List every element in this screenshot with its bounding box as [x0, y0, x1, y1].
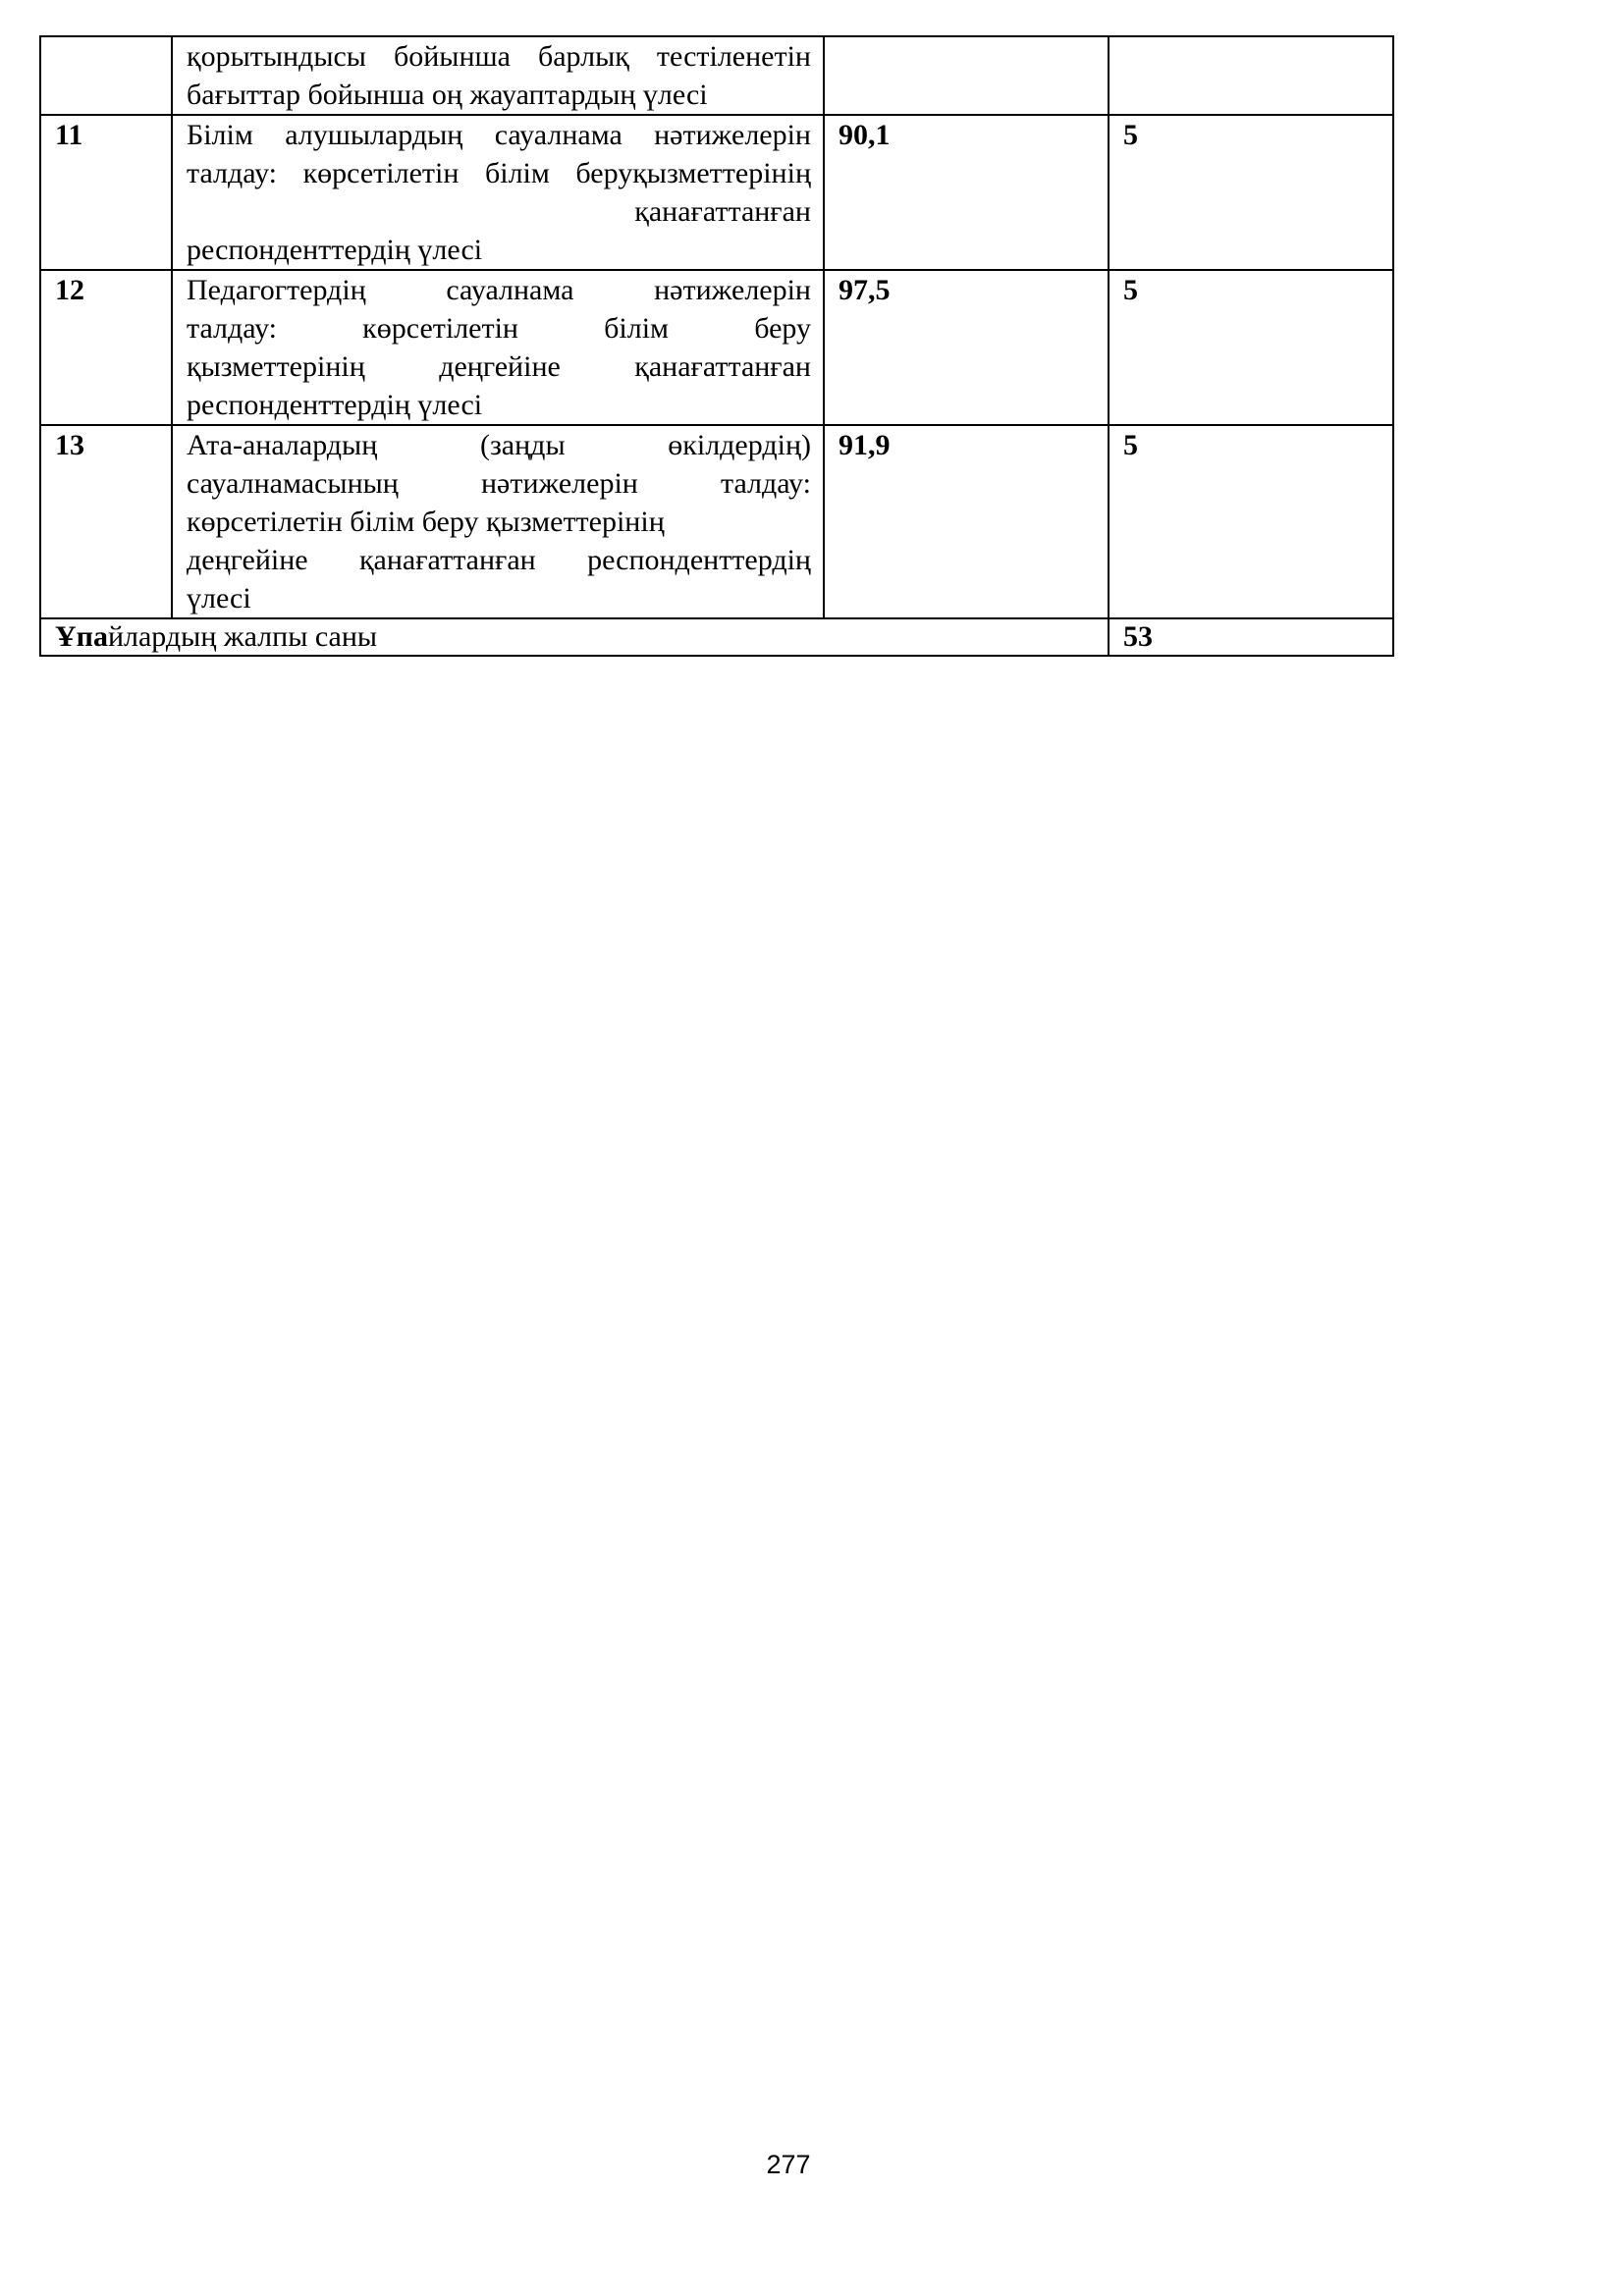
- description-line: деңгейіне қанағаттанған респонденттердің: [187, 544, 811, 576]
- description-line: қорытындысы бойынша барлық тестіленетін: [187, 40, 811, 73]
- row-number-cell: 11: [40, 115, 172, 270]
- description-line: қанағаттанған: [634, 195, 811, 228]
- total-label-bold: Ұпа: [55, 620, 108, 653]
- table-row-11: [40, 115, 1393, 270]
- description-line: үлесі: [187, 582, 251, 614]
- scores-table: [39, 35, 1394, 657]
- page-number: 277: [766, 2150, 811, 2179]
- total-value-cell: 53: [1109, 618, 1393, 656]
- description-line: көрсетілетін білім беру қызметтерінің: [187, 506, 665, 538]
- table-row-continuation: [40, 36, 1393, 115]
- description-line: Педагогтердің сауалнама нәтижелерін: [187, 274, 811, 306]
- row-value-cell: [824, 36, 1109, 115]
- row-number-cell: 13: [40, 425, 172, 618]
- total-label-cell: [40, 618, 1109, 656]
- description-line: Білім алушылардың сауалнама нәтижелерін: [187, 119, 811, 151]
- row-score-cell: 5: [1109, 270, 1393, 425]
- description-line: талдау: көрсетілетін білім беру: [187, 312, 811, 345]
- table-row-13: [40, 425, 1393, 618]
- row-value-cell: 91,9: [824, 425, 1109, 618]
- description-line: респонденттердің үлесі: [187, 234, 483, 266]
- row-value-cell: 97,5: [824, 270, 1109, 425]
- description-line: талдау: көрсетілетін білім беруқызметтерінің: [187, 157, 811, 189]
- description-line: бағыттар бойынша оң жауаптардың үлесі: [187, 79, 708, 111]
- table-row-total: [40, 618, 1393, 656]
- description-line: сауалнамасының нәтижелерін талдау:: [187, 467, 811, 500]
- row-score-cell: 5: [1109, 425, 1393, 618]
- row-description-cell: [172, 36, 824, 115]
- row-score-cell: [1109, 36, 1393, 115]
- row-description-cell: [172, 425, 824, 618]
- row-description-cell: [172, 270, 824, 425]
- row-description-cell: [172, 115, 824, 270]
- row-value-cell: 90,1: [824, 115, 1109, 270]
- description-line: қызметтерінің деңгейіне қанағаттанған: [187, 350, 811, 383]
- table-row-12: [40, 270, 1393, 425]
- row-number-cell: 12: [40, 270, 172, 425]
- row-number-cell: [40, 36, 172, 115]
- total-label-rest: йлардың жалпы саны: [107, 620, 378, 653]
- row-score-cell: 5: [1109, 115, 1393, 270]
- description-line: респонденттердің үлесі: [187, 389, 483, 421]
- description-line: Ата-аналардың (заңды өкілдердің): [187, 429, 811, 461]
